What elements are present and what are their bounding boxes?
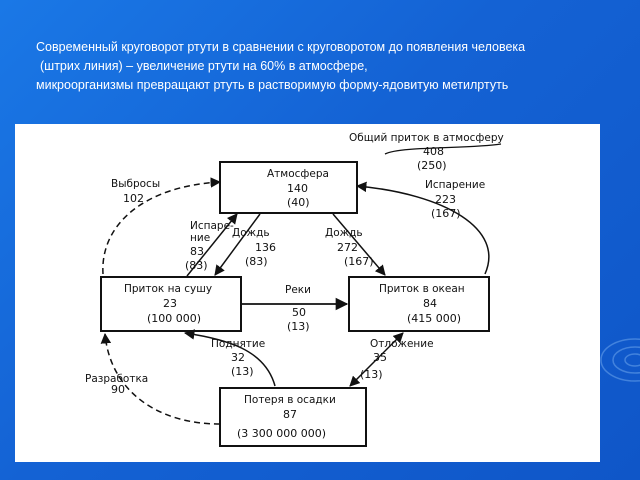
svg-text:(13): (13) xyxy=(231,365,254,378)
svg-text:223: 223 xyxy=(435,193,456,206)
caption-line-1: Современный круговорот ртути в сравнении с круговоротом до появления человека xyxy=(36,40,526,54)
svg-text:Выбросы: Выбросы xyxy=(111,178,161,190)
svg-text:Разработка: Разработка xyxy=(85,373,149,385)
svg-text:90: 90 xyxy=(111,383,125,396)
svg-text:Отложение: Отложение xyxy=(370,338,434,350)
svg-text:Поднятие: Поднятие xyxy=(211,338,266,350)
svg-text:(167): (167) xyxy=(344,255,374,268)
svg-text:Дождь: Дождь xyxy=(325,227,363,239)
mining-label xyxy=(85,373,148,396)
land-box xyxy=(101,277,241,331)
rain-ocean-label xyxy=(325,227,374,268)
svg-text:(250): (250) xyxy=(417,159,447,172)
sediment-preindustrial: (3 300 000 000) xyxy=(237,427,327,440)
land-preindustrial: (100 000) xyxy=(147,312,202,325)
svg-text:ние: ние xyxy=(190,232,211,244)
caption-line-3: микроорганизмы превращают ртуть в растворимую форму-ядовитую метилртуть xyxy=(36,78,509,92)
svg-text:(13): (13) xyxy=(360,368,383,381)
sediment-box xyxy=(220,388,366,446)
svg-text:(13): (13) xyxy=(287,320,310,333)
svg-text:32: 32 xyxy=(231,351,245,364)
rivers-label xyxy=(285,284,311,333)
svg-text:(83): (83) xyxy=(185,259,208,272)
evaporation-ocean-label xyxy=(425,179,485,220)
svg-text:136: 136 xyxy=(255,241,276,254)
diagram-canvas xyxy=(15,124,600,462)
svg-text:Общий приток в атмосферу: Общий приток в атмосферу xyxy=(349,132,504,144)
ocean-value: 84 xyxy=(423,297,437,310)
svg-text:408: 408 xyxy=(423,145,444,158)
deposition-label xyxy=(360,338,434,381)
svg-text:(83): (83) xyxy=(245,255,268,268)
mercury-cycle-diagram xyxy=(15,124,600,462)
sediment-title: Потеря в осадки xyxy=(244,394,336,406)
sediment-value: 87 xyxy=(283,408,297,421)
atmosphere-box xyxy=(220,162,357,213)
svg-text:272: 272 xyxy=(337,241,358,254)
caption xyxy=(36,38,636,95)
ocean-preindustrial: (415 000) xyxy=(407,312,462,325)
svg-text:35: 35 xyxy=(373,351,387,364)
ocean-title: Приток в океан xyxy=(379,283,465,295)
land-value: 23 xyxy=(163,297,177,310)
rain-land-label xyxy=(232,227,276,268)
atmosphere-value: 140 xyxy=(287,182,308,195)
svg-text:Реки: Реки xyxy=(285,284,311,296)
total-input-label xyxy=(349,132,504,172)
svg-text:(167): (167) xyxy=(431,207,461,220)
svg-text:Испаре-: Испаре- xyxy=(190,220,234,232)
svg-text:102: 102 xyxy=(123,192,144,205)
evaporation-ocean-arrow xyxy=(357,186,489,274)
svg-text:Испарение: Испарение xyxy=(425,179,486,191)
atmosphere-preindustrial: (40) xyxy=(287,196,310,209)
land-title: Приток на сушу xyxy=(124,283,213,295)
ocean-box xyxy=(349,277,489,331)
caption-line-2: (штрих линия) – увеличение ртути на 60% в атмосфере, xyxy=(40,59,368,73)
evaporation-land-label xyxy=(185,220,234,272)
svg-text:Дождь: Дождь xyxy=(232,227,270,239)
ripple-decoration xyxy=(590,320,640,400)
svg-text:83: 83 xyxy=(190,245,204,258)
emissions-label xyxy=(111,178,160,205)
svg-text:50: 50 xyxy=(292,306,306,319)
atmosphere-title: Атмосфера xyxy=(267,168,329,180)
